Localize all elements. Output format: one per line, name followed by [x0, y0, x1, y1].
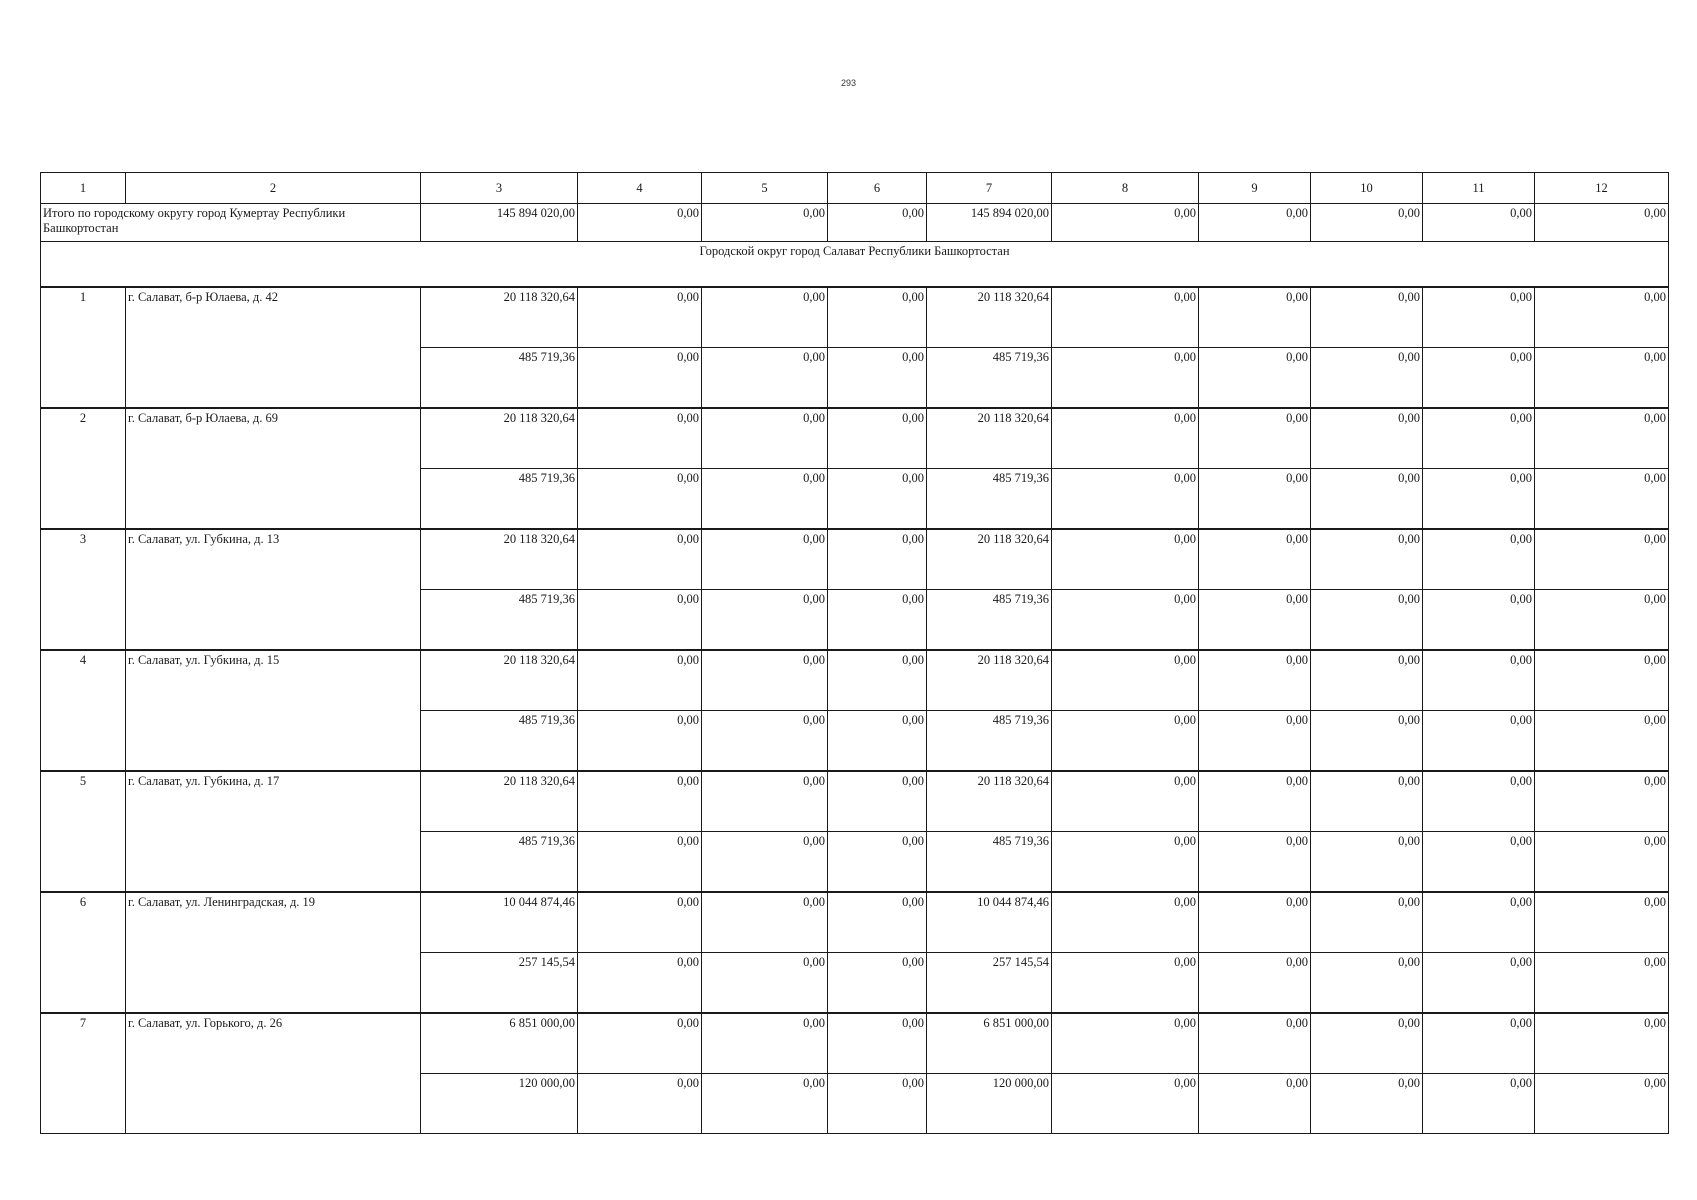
- value-cell: 0,00: [1535, 892, 1669, 953]
- value-cell: 0,00: [1199, 650, 1311, 711]
- value-cell: 485 719,36: [421, 348, 578, 409]
- value-cell: 0,00: [702, 832, 828, 893]
- value-cell: 0,00: [1199, 1074, 1311, 1134]
- value-cell: 0,00: [1423, 953, 1535, 1014]
- column-number: 2: [126, 173, 421, 204]
- value-cell: 0,00: [578, 711, 702, 772]
- value-cell: 20 118 320,64: [421, 771, 578, 832]
- value-cell: 0,00: [828, 1074, 927, 1134]
- value-cell: 0,00: [828, 469, 927, 530]
- item-address: г. Салават, б-р Юлаева, д. 69: [126, 408, 421, 529]
- total-row-value: 0,00: [1199, 204, 1311, 242]
- value-cell: 0,00: [1535, 953, 1669, 1014]
- value-cell: 0,00: [702, 711, 828, 772]
- value-cell: 0,00: [1052, 1074, 1199, 1134]
- value-cell: 0,00: [828, 711, 927, 772]
- value-cell: 0,00: [1052, 892, 1199, 953]
- total-row-value: 0,00: [702, 204, 828, 242]
- value-cell: 0,00: [1052, 408, 1199, 469]
- value-cell: 0,00: [578, 1074, 702, 1134]
- value-cell: 0,00: [1052, 590, 1199, 651]
- value-cell: 20 118 320,64: [927, 287, 1052, 348]
- value-cell: 0,00: [1199, 469, 1311, 530]
- value-cell: 0,00: [1052, 1013, 1199, 1074]
- column-number: 12: [1535, 173, 1669, 204]
- value-cell: 20 118 320,64: [421, 529, 578, 590]
- item-number: 1: [41, 287, 126, 408]
- total-row-value: 0,00: [828, 204, 927, 242]
- value-cell: 0,00: [1535, 771, 1669, 832]
- value-cell: 20 118 320,64: [421, 287, 578, 348]
- value-cell: 6 851 000,00: [927, 1013, 1052, 1074]
- value-cell: 0,00: [1199, 348, 1311, 409]
- value-cell: 0,00: [702, 1013, 828, 1074]
- value-cell: 0,00: [1535, 529, 1669, 590]
- total-row: [41, 204, 1669, 242]
- section-row: [41, 242, 1669, 288]
- value-cell: 0,00: [578, 408, 702, 469]
- value-cell: 0,00: [1311, 348, 1423, 409]
- value-cell: 485 719,36: [421, 711, 578, 772]
- column-number: 10: [1311, 173, 1423, 204]
- column-number: 11: [1423, 173, 1535, 204]
- value-cell: 0,00: [1423, 348, 1535, 409]
- value-cell: 0,00: [1311, 953, 1423, 1014]
- value-cell: 0,00: [1199, 590, 1311, 651]
- value-cell: 0,00: [1199, 287, 1311, 348]
- value-cell: 120 000,00: [421, 1074, 578, 1134]
- value-cell: 257 145,54: [927, 953, 1052, 1014]
- value-cell: 485 719,36: [927, 348, 1052, 409]
- total-row-value: 145 894 020,00: [421, 204, 578, 242]
- value-cell: 0,00: [1423, 1013, 1535, 1074]
- column-number: 5: [702, 173, 828, 204]
- value-cell: 0,00: [1423, 832, 1535, 893]
- table-row: [41, 650, 1669, 711]
- total-row-value: 0,00: [1052, 204, 1199, 242]
- column-number-row: [41, 173, 1669, 204]
- value-cell: 0,00: [1052, 771, 1199, 832]
- value-cell: 485 719,36: [927, 469, 1052, 530]
- value-cell: 0,00: [702, 892, 828, 953]
- value-cell: 0,00: [1052, 711, 1199, 772]
- value-cell: 0,00: [1423, 1074, 1535, 1134]
- value-cell: 0,00: [828, 771, 927, 832]
- column-number: 8: [1052, 173, 1199, 204]
- column-number: 1: [41, 173, 126, 204]
- item-number: 2: [41, 408, 126, 529]
- value-cell: 485 719,36: [421, 469, 578, 530]
- total-row-value: 145 894 020,00: [927, 204, 1052, 242]
- value-cell: 0,00: [1535, 711, 1669, 772]
- value-cell: 0,00: [1199, 953, 1311, 1014]
- value-cell: 0,00: [1199, 771, 1311, 832]
- total-row-label: Итого по городскому округу город Кумертау Республики Башкортостан: [41, 204, 421, 242]
- table-row: [41, 771, 1669, 832]
- value-cell: 0,00: [1423, 287, 1535, 348]
- value-cell: 0,00: [1311, 1074, 1423, 1134]
- value-cell: 0,00: [1311, 892, 1423, 953]
- value-cell: 0,00: [828, 650, 927, 711]
- value-cell: 485 719,36: [927, 711, 1052, 772]
- total-row-value: 0,00: [1535, 204, 1669, 242]
- value-cell: 0,00: [828, 953, 927, 1014]
- total-row-value: 0,00: [1423, 204, 1535, 242]
- value-cell: 0,00: [1199, 529, 1311, 590]
- value-cell: 0,00: [1535, 469, 1669, 530]
- section-title: Городской округ город Салават Республики Башкортостан: [41, 242, 1669, 288]
- value-cell: 0,00: [578, 650, 702, 711]
- item-address: г. Салават, ул. Губкина, д. 17: [126, 771, 421, 892]
- value-cell: 0,00: [1311, 529, 1423, 590]
- value-cell: 0,00: [1535, 832, 1669, 893]
- value-cell: 0,00: [1311, 1013, 1423, 1074]
- value-cell: 20 118 320,64: [927, 408, 1052, 469]
- value-cell: 0,00: [828, 408, 927, 469]
- value-cell: 0,00: [1199, 892, 1311, 953]
- value-cell: 0,00: [1052, 650, 1199, 711]
- value-cell: 0,00: [1423, 529, 1535, 590]
- value-cell: 0,00: [578, 892, 702, 953]
- value-cell: 0,00: [1535, 1013, 1669, 1074]
- value-cell: 0,00: [578, 590, 702, 651]
- value-cell: 0,00: [1311, 590, 1423, 651]
- value-cell: 0,00: [1199, 408, 1311, 469]
- value-cell: 20 118 320,64: [421, 650, 578, 711]
- value-cell: 0,00: [1535, 348, 1669, 409]
- value-cell: 0,00: [1535, 1074, 1669, 1134]
- value-cell: 0,00: [828, 832, 927, 893]
- item-address: г. Салават, ул. Губкина, д. 13: [126, 529, 421, 650]
- value-cell: 0,00: [578, 1013, 702, 1074]
- value-cell: 0,00: [828, 590, 927, 651]
- value-cell: 0,00: [1199, 832, 1311, 893]
- table-row: [41, 892, 1669, 953]
- item-number: 7: [41, 1013, 126, 1134]
- value-cell: 0,00: [1199, 711, 1311, 772]
- value-cell: 20 118 320,64: [927, 529, 1052, 590]
- value-cell: 0,00: [1311, 469, 1423, 530]
- value-cell: 0,00: [1423, 711, 1535, 772]
- value-cell: 0,00: [702, 287, 828, 348]
- value-cell: 0,00: [578, 953, 702, 1014]
- value-cell: 0,00: [702, 953, 828, 1014]
- item-address: г. Салават, ул. Губкина, д. 15: [126, 650, 421, 771]
- value-cell: 0,00: [702, 1074, 828, 1134]
- value-cell: 0,00: [1052, 469, 1199, 530]
- value-cell: 10 044 874,46: [927, 892, 1052, 953]
- value-cell: 0,00: [702, 469, 828, 530]
- value-cell: 20 118 320,64: [927, 650, 1052, 711]
- value-cell: 0,00: [1311, 711, 1423, 772]
- value-cell: 0,00: [1423, 771, 1535, 832]
- value-cell: 0,00: [1423, 408, 1535, 469]
- value-cell: 0,00: [702, 590, 828, 651]
- value-cell: 0,00: [828, 892, 927, 953]
- total-row-value: 0,00: [1311, 204, 1423, 242]
- table-row: [41, 408, 1669, 469]
- value-cell: 0,00: [1052, 953, 1199, 1014]
- value-cell: 0,00: [1052, 287, 1199, 348]
- value-cell: 0,00: [1199, 1013, 1311, 1074]
- value-cell: 0,00: [1052, 529, 1199, 590]
- value-cell: 0,00: [1311, 408, 1423, 469]
- item-number: 6: [41, 892, 126, 1013]
- table-row: [41, 529, 1669, 590]
- item-address: г. Салават, ул. Ленинградская, д. 19: [126, 892, 421, 1013]
- column-number: 4: [578, 173, 702, 204]
- table-row: [41, 287, 1669, 348]
- column-number: 7: [927, 173, 1052, 204]
- item-address: г. Салават, ул. Горького, д. 26: [126, 1013, 421, 1134]
- value-cell: 120 000,00: [927, 1074, 1052, 1134]
- value-cell: 0,00: [702, 650, 828, 711]
- value-cell: 0,00: [828, 287, 927, 348]
- column-number: 3: [421, 173, 578, 204]
- value-cell: 0,00: [702, 529, 828, 590]
- value-cell: 0,00: [1535, 590, 1669, 651]
- value-cell: 0,00: [578, 469, 702, 530]
- value-cell: 485 719,36: [421, 832, 578, 893]
- value-cell: 0,00: [578, 348, 702, 409]
- value-cell: 0,00: [1311, 832, 1423, 893]
- value-cell: 10 044 874,46: [421, 892, 578, 953]
- value-cell: 20 118 320,64: [421, 408, 578, 469]
- column-number: 6: [828, 173, 927, 204]
- table-row: [41, 1013, 1669, 1074]
- page-number: 293: [840, 78, 857, 88]
- value-cell: 0,00: [1311, 650, 1423, 711]
- value-cell: 0,00: [828, 529, 927, 590]
- value-cell: 0,00: [1311, 287, 1423, 348]
- value-cell: 0,00: [828, 348, 927, 409]
- item-number: 5: [41, 771, 126, 892]
- value-cell: 0,00: [578, 771, 702, 832]
- value-cell: 0,00: [1423, 590, 1535, 651]
- value-cell: 485 719,36: [421, 590, 578, 651]
- total-row-value: 0,00: [578, 204, 702, 242]
- value-cell: 0,00: [1052, 832, 1199, 893]
- value-cell: 0,00: [828, 1013, 927, 1074]
- value-cell: 6 851 000,00: [421, 1013, 578, 1074]
- value-cell: 0,00: [1535, 650, 1669, 711]
- item-number: 3: [41, 529, 126, 650]
- budget-table: [40, 172, 1669, 1134]
- value-cell: 257 145,54: [421, 953, 578, 1014]
- value-cell: 0,00: [702, 771, 828, 832]
- value-cell: 485 719,36: [927, 590, 1052, 651]
- value-cell: 0,00: [1423, 469, 1535, 530]
- value-cell: 0,00: [1535, 287, 1669, 348]
- item-address: г. Салават, б-р Юлаева, д. 42: [126, 287, 421, 408]
- value-cell: 0,00: [702, 348, 828, 409]
- value-cell: 0,00: [578, 832, 702, 893]
- value-cell: 0,00: [1423, 650, 1535, 711]
- item-number: 4: [41, 650, 126, 771]
- value-cell: 0,00: [1052, 348, 1199, 409]
- value-cell: 0,00: [578, 287, 702, 348]
- value-cell: 20 118 320,64: [927, 771, 1052, 832]
- column-number: 9: [1199, 173, 1311, 204]
- value-cell: 0,00: [1311, 771, 1423, 832]
- value-cell: 0,00: [1535, 408, 1669, 469]
- value-cell: 0,00: [702, 408, 828, 469]
- value-cell: 485 719,36: [927, 832, 1052, 893]
- value-cell: 0,00: [1423, 892, 1535, 953]
- value-cell: 0,00: [578, 529, 702, 590]
